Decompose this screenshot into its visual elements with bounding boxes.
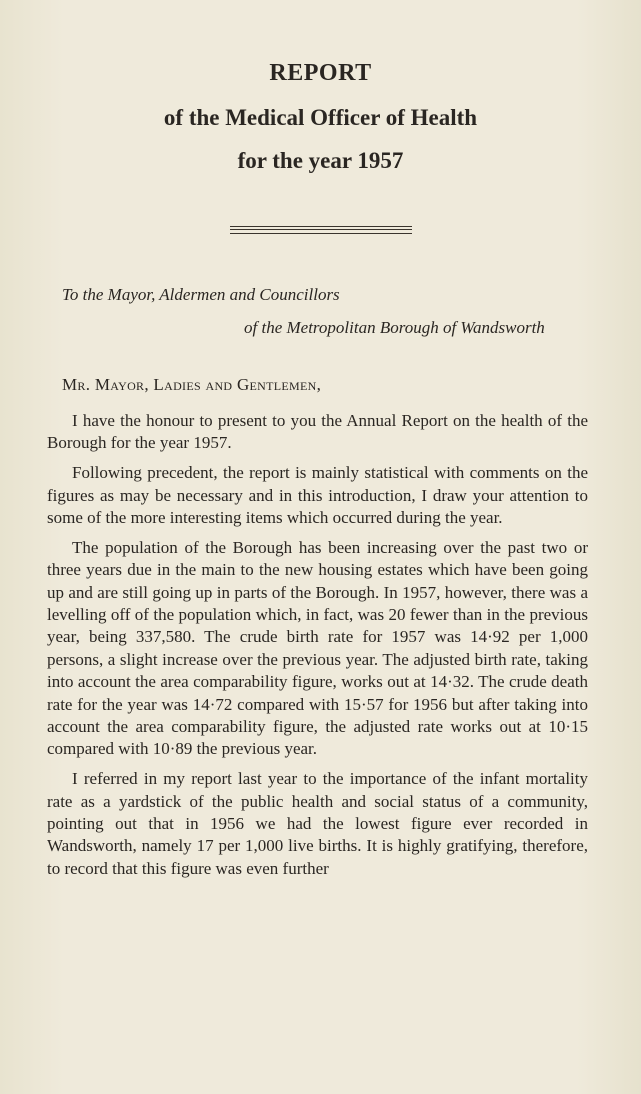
- report-body: [47, 410, 588, 888]
- paragraph-2: Following precedent, the report is mainly statistical with comments on the figures as may be necessary and in this introduction, I draw your attention to some of the more interesting items which occurred during the year.: [47, 463, 588, 528]
- report-title: REPORT: [269, 60, 372, 86]
- salutation: Mr. Mayor, Ladies and Gentlemen,: [62, 375, 322, 394]
- paragraph-4: I referred in my report last year to the importance of the infant mortality rate as a yardstick of the public health and social status of a community, pointing out that in 1956 we had the lowest figure ever recorded in Wandsworth, namely 17 per 1,000 live births. It is highly gratifying, therefore, to record that this figure was even further: [47, 769, 588, 878]
- paragraph-3: The population of the Borough has been increasing over the past two or three years due in the main to the new housing estates which have been going up and are still going up in parts of the Borough. In 1957, however, there was a levelling off of the population which, in fact, was 20 fewer than in the previous year, being 337,580. The crude birth rate for 1957 was 14·92 per 1,000 persons, a slight increase over the previous year. The adjusted birth rate, taking into account the area comparability figure, works out at 14·32. The crude death rate for the year was 14·72 compared with 15·57 for 1956 but after taking into account the area comparability figure, the adjusted rate works out at 10·15 compared with 10·89 the previous year.: [47, 537, 588, 759]
- addressee-line-2: of the Metropolitan Borough of Wandsworth: [244, 318, 545, 337]
- report-subtitle: of the Medical Officer of Health: [163, 105, 478, 130]
- decorative-rule: [230, 226, 412, 234]
- paragraph-1: I have the honour to present to you the Annual Report on the health of the Borough for the year 1957.: [47, 411, 588, 453]
- report-year: for the year 1957: [237, 148, 404, 173]
- addressee-line-1: To the Mayor, Aldermen and Councillors: [62, 285, 340, 304]
